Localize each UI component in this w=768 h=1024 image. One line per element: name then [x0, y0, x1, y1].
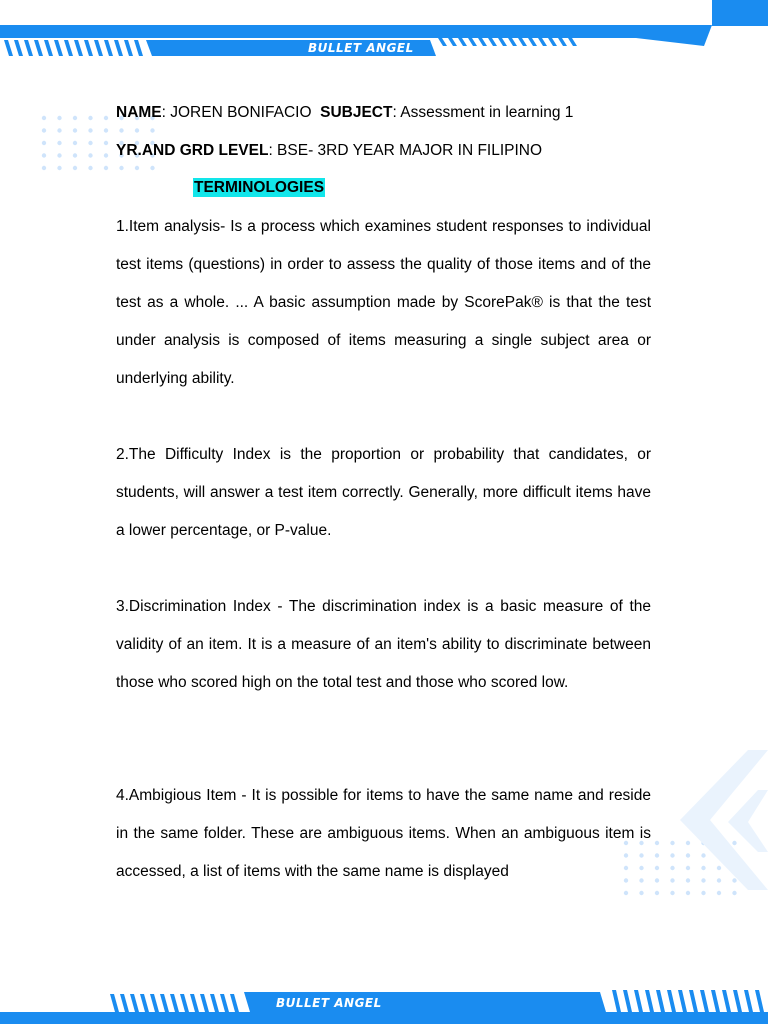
paragraph-item-analysis: 1.Item analysis- Is a process which examines student responses to individual test items (questions) in order to assess the quality of those items and of the test as a whole. ... A basic assumption made by ScorePak® is that the test under analysis is composed of items measuring a single subject area or underlying ability.	[116, 218, 651, 387]
dot	[655, 866, 659, 870]
stripe	[4, 40, 13, 56]
dot	[104, 116, 108, 120]
stripe	[744, 990, 753, 1012]
stripe	[518, 38, 527, 46]
stripe	[104, 40, 113, 56]
dot	[88, 128, 92, 132]
dot	[73, 166, 77, 170]
dot	[624, 891, 628, 895]
dot	[686, 853, 690, 857]
bottom-stripes-right	[612, 990, 764, 1012]
dot	[717, 878, 721, 882]
dot	[88, 116, 92, 120]
stripe	[488, 38, 497, 46]
dot	[73, 153, 77, 157]
dot	[732, 878, 736, 882]
stripe	[44, 40, 53, 56]
paragraph-discrimination-index: 3.Discrimination Index - The discrimination index is a basic measure of the validity of an item. It is a measure of an item's ability to discriminate between those who scored high on the total test and those who scored low.	[116, 598, 651, 691]
stripe	[538, 38, 547, 46]
paragraph-ambiguous-item: 4.Ambigious Item - It is possible for items to have the same name and reside in the same folder. These are ambiguous items. When an ambiguous item is accessed, a list of items with the same name is displayed	[116, 787, 651, 880]
stripe	[645, 990, 654, 1012]
dot	[717, 866, 721, 870]
dot	[104, 166, 108, 170]
level-label: YR.AND GRD LEVEL	[116, 142, 269, 159]
stripe	[612, 990, 621, 1012]
stripe	[74, 40, 83, 56]
stripe	[134, 40, 143, 56]
stripe	[468, 38, 477, 46]
stripe	[700, 990, 709, 1012]
stripe	[160, 994, 169, 1012]
dot	[42, 153, 46, 157]
stripe	[623, 990, 632, 1012]
dot	[670, 891, 674, 895]
dot	[670, 853, 674, 857]
stripe	[448, 38, 457, 46]
paragraph-difficulty-index: 2.The Difficulty Index is the proportion or probability that candidates, or students, will answer a test item correctly. Generally, more difficult items have a lower percentage, or P-value.	[116, 446, 651, 539]
stripe	[667, 990, 676, 1012]
subject-label: SUBJECT	[320, 104, 393, 121]
stripe	[689, 990, 698, 1012]
dot	[686, 866, 690, 870]
dot	[670, 841, 674, 845]
name-value: : JOREN BONIFACIO	[161, 104, 312, 121]
dot	[57, 153, 61, 157]
stripe	[458, 38, 467, 46]
dot	[119, 166, 123, 170]
stripe	[54, 40, 63, 56]
dot	[655, 853, 659, 857]
dot	[732, 841, 736, 845]
dot	[88, 141, 92, 145]
stripe	[200, 994, 209, 1012]
dot	[73, 116, 77, 120]
dot	[88, 166, 92, 170]
dot	[150, 128, 154, 132]
name-label: NAME	[116, 104, 162, 121]
stripe	[120, 994, 129, 1012]
dot	[732, 891, 736, 895]
stripe	[84, 40, 93, 56]
stripe	[180, 994, 189, 1012]
stripe	[24, 40, 33, 56]
level-line	[116, 142, 542, 160]
dot	[57, 128, 61, 132]
stripe	[230, 994, 239, 1012]
stripe	[34, 40, 43, 56]
subject-value: : Assessment in learning 1	[392, 104, 574, 121]
dot	[701, 866, 705, 870]
dot	[135, 128, 139, 132]
dot	[57, 166, 61, 170]
dot	[670, 866, 674, 870]
name-subject-line	[116, 104, 573, 122]
stripe	[711, 990, 720, 1012]
stripe	[64, 40, 73, 56]
top-logo-text: BULLET ANGEL	[308, 41, 414, 55]
stripe	[14, 40, 23, 56]
stripe	[478, 38, 487, 46]
dot	[717, 891, 721, 895]
top-banner-bar	[0, 25, 636, 38]
dot	[701, 853, 705, 857]
dot	[104, 153, 108, 157]
dot	[73, 128, 77, 132]
bottom-stripes	[110, 994, 239, 1012]
stripe	[548, 38, 557, 46]
stripe	[170, 994, 179, 1012]
dot	[73, 141, 77, 145]
stripe	[634, 990, 643, 1012]
stripe	[755, 990, 764, 1012]
stripe	[568, 38, 577, 46]
dot	[135, 166, 139, 170]
bottom-banner-bar	[0, 1012, 768, 1024]
dot	[701, 878, 705, 882]
dot	[670, 878, 674, 882]
dot	[119, 128, 123, 132]
top-stripes-right	[438, 38, 577, 46]
dot	[639, 891, 643, 895]
stripe	[124, 40, 133, 56]
stripe	[678, 990, 687, 1012]
level-value: : BSE- 3RD YEAR MAJOR IN FILIPINO	[268, 142, 543, 159]
dot	[655, 891, 659, 895]
stripe	[656, 990, 665, 1012]
stripe	[438, 38, 447, 46]
stripe	[190, 994, 199, 1012]
dot	[655, 841, 659, 845]
dot	[150, 166, 154, 170]
section-title: TERMINOLOGIES	[194, 179, 325, 196]
bottom-logo-text: BULLET ANGEL	[276, 996, 382, 1010]
stripe	[220, 994, 229, 1012]
dot	[686, 878, 690, 882]
dot	[104, 128, 108, 132]
stripe	[150, 994, 159, 1012]
stripe	[130, 994, 139, 1012]
dot	[686, 841, 690, 845]
stripe	[508, 38, 517, 46]
stripe	[94, 40, 103, 56]
dot	[42, 141, 46, 145]
stripe	[114, 40, 123, 56]
stripe	[140, 994, 149, 1012]
stripe	[498, 38, 507, 46]
top-banner-slope	[636, 25, 712, 46]
dot	[655, 878, 659, 882]
dot	[42, 116, 46, 120]
dot	[57, 116, 61, 120]
dot	[42, 128, 46, 132]
stripe	[110, 994, 119, 1012]
top-right-corner	[712, 0, 768, 26]
stripe	[528, 38, 537, 46]
stripe	[722, 990, 731, 1012]
dot	[88, 153, 92, 157]
dot	[57, 141, 61, 145]
stripe	[733, 990, 742, 1012]
dot	[701, 891, 705, 895]
dot	[42, 166, 46, 170]
stripe	[558, 38, 567, 46]
dot	[686, 891, 690, 895]
chevron-decoration	[680, 750, 768, 890]
dot	[104, 141, 108, 145]
stripe	[210, 994, 219, 1012]
top-stripes	[4, 40, 143, 56]
